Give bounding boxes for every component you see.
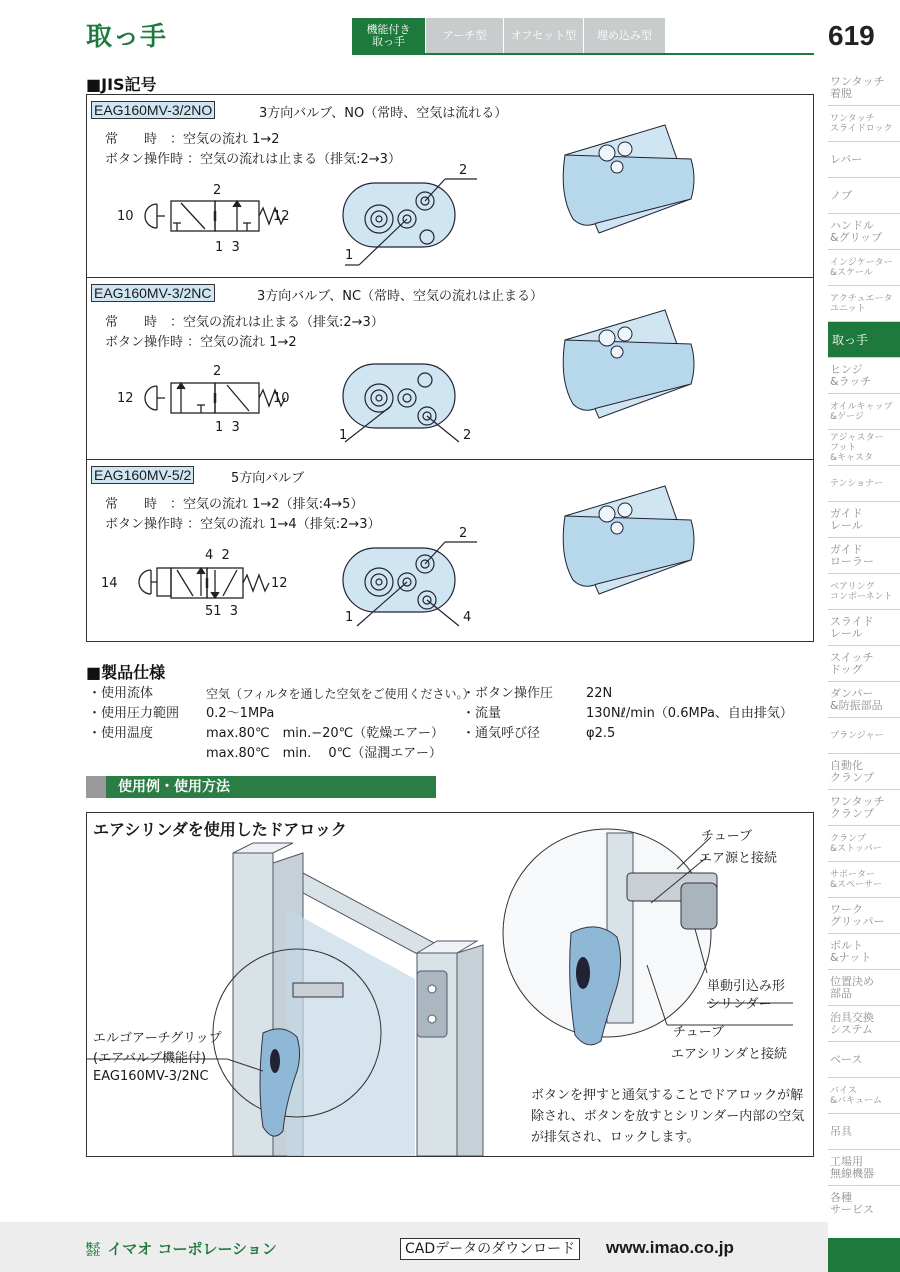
website-url[interactable]: www.imao.co.jp <box>606 1238 734 1257</box>
flow-normal: 常 時 ：空気の流れは止まる（排気:2→3） <box>105 315 384 330</box>
spec-label: ・ボタン操作圧 <box>462 686 554 701</box>
side-item-handle-grip[interactable]: ハンドル &グリップ <box>828 214 900 250</box>
callout-tube-2: チューブ <box>673 1025 724 1040</box>
port-callout-2: 2 <box>463 428 472 443</box>
handle-3d-view <box>563 125 694 233</box>
callout-cylinder-line2: シリンダー <box>707 997 772 1012</box>
spec-row <box>88 684 475 704</box>
flow-pressed: ボタン操作時 ：空気の流れ 1→4（排気:2→3） <box>105 517 381 532</box>
port-label-top: 2 <box>213 364 222 379</box>
port-label-bottom: 1 3 <box>215 420 240 435</box>
handle-3d-view <box>563 486 694 594</box>
model-description: 3方向バルブ、NC（常時、空気の流れは止まる） <box>257 289 544 304</box>
spec-label: ・使用温度 <box>88 726 154 741</box>
side-item-auto-clamp[interactable]: 自動化 クランプ <box>828 754 900 790</box>
flow-normal: 常 時 ：空気の流れ 1→2（排気:4→5） <box>105 497 364 512</box>
usage-note: ボタンを押すと通気することでドアロックが解除され、ボタンを放すとシリンダー内部の空気が排気され、ロックします。 <box>531 1088 805 1145</box>
side-item-vise[interactable]: バイス &バキューム <box>828 1078 900 1114</box>
valve-symbol-diagram <box>87 95 813 278</box>
pilot-number-left: 10 <box>117 209 134 224</box>
port-callout-1: 1 <box>345 610 354 625</box>
side-item-plunger[interactable]: プランジャー <box>828 718 900 754</box>
usage-heading <box>86 776 436 798</box>
spec-list-right <box>462 684 793 744</box>
spec-label: ・流量 <box>462 706 502 721</box>
side-item-slide-lock[interactable]: ワンタッチ スライドロック <box>828 106 900 142</box>
side-item-bolt-nut[interactable]: ボルト &ナット <box>828 934 900 970</box>
side-item-hinge[interactable]: ヒンジ &ラッチ <box>828 358 900 394</box>
model-description: 3方向バルブ、NO（常時、空気は流れる） <box>259 106 508 121</box>
spec-value: 130Nℓ/min（0.6MPa、自由排気） <box>586 706 793 721</box>
side-item-supporter[interactable]: サポーター &スペーサー <box>828 862 900 898</box>
side-item-oil-cap[interactable]: オイルキャップ &ゲージ <box>828 394 900 430</box>
tab-embedded[interactable]: 埋め込み型 <box>584 18 666 54</box>
jis-row-5-2 <box>87 460 813 642</box>
callout-tube-1: チューブ <box>701 829 752 844</box>
pilot-number-right: 10 <box>273 391 290 406</box>
side-item-damper[interactable]: ダンパー &防振部品 <box>828 682 900 718</box>
valve-symbol-diagram <box>87 278 813 460</box>
port-view <box>343 364 459 442</box>
company-logo <box>86 1238 277 1259</box>
model-code: EAG160MV-5/2 <box>91 466 194 484</box>
port-callout-2: 2 <box>459 163 468 178</box>
company-prefix: 株式会社 <box>86 1241 100 1257</box>
valve-symbol-diagram <box>87 460 813 642</box>
spec-row <box>462 684 793 704</box>
port-label-bottom: 1 3 <box>215 240 240 255</box>
side-item-guide-rail[interactable]: ガイド レール <box>828 502 900 538</box>
side-item-clamp-stopper[interactable]: クランプ &ストッパー <box>828 826 900 862</box>
page-number: 619 <box>828 20 875 51</box>
pilot-number-right: 12 <box>271 576 288 591</box>
jis-row-3-2no <box>87 95 813 278</box>
side-item-switch-dog[interactable]: スイッチ ドッグ <box>828 646 900 682</box>
port-label-top: 4 2 <box>205 548 230 563</box>
spec-value: φ2.5 <box>586 726 616 741</box>
side-item-adjuster[interactable]: アジャスター フット &キャスタ <box>828 430 900 466</box>
side-item-tensioner[interactable]: テンショナー <box>828 466 900 502</box>
spec-label: ・通気呼び径 <box>462 726 541 741</box>
valve-symbol <box>139 568 269 598</box>
port-callout-1: 1 <box>339 428 348 443</box>
page-title: 取っ手 <box>86 22 168 52</box>
spec-value: 空気（フィルタを通した空気をご使用ください。） <box>206 687 475 701</box>
side-item-handle[interactable]: 取っ手 <box>828 322 900 358</box>
glass-panel <box>287 909 415 1156</box>
flow-pressed: ボタン操作時 ：空気の流れは止まる（排気:2→3） <box>105 152 401 167</box>
callout-air-cylinder: エアシリンダと接続 <box>671 1047 787 1062</box>
jis-table <box>86 94 814 642</box>
heading-marker <box>86 776 106 798</box>
flow-normal: 常 時 ：空気の流れ 1→2 <box>105 132 280 147</box>
side-item-guide-roller[interactable]: ガイド ローラー <box>828 538 900 574</box>
valve-symbol <box>145 383 285 413</box>
spec-heading: ■製品仕様 <box>86 663 166 682</box>
port-callout-1: 1 <box>345 248 354 263</box>
category-tabs <box>352 18 666 54</box>
side-item-wireless[interactable]: 工場用 無線機器 <box>828 1150 900 1186</box>
side-item-knob[interactable]: ノブ <box>828 178 900 214</box>
side-item-hoist[interactable]: 吊具 <box>828 1114 900 1150</box>
callout-grip-name: エルゴアーチグリップ <box>93 1031 222 1046</box>
pilot-number-left: 12 <box>117 391 134 406</box>
port-view <box>343 542 477 626</box>
spec-value: 0.2〜1MPa <box>206 706 275 721</box>
jis-heading: ■JIS記号 <box>86 75 157 94</box>
side-nav-footer-block <box>828 1238 900 1272</box>
model-code: EAG160MV-3/2NC <box>91 284 215 302</box>
callout-grip-model: EAG160MV-3/2NC <box>93 1069 209 1084</box>
usage-example-box <box>86 812 814 1157</box>
usage-title: エアシリンダを使用したドアロック <box>93 820 347 839</box>
side-item-lever[interactable]: レバー <box>828 142 900 178</box>
spec-row <box>88 704 475 724</box>
tab-arch[interactable]: アーチ型 <box>426 18 504 54</box>
side-item-slide-rail[interactable]: スライド レール <box>828 610 900 646</box>
side-item-base[interactable]: ベース <box>828 1042 900 1078</box>
pilot-number-left: 14 <box>101 576 118 591</box>
spec-value: max.80℃ min.−20℃（乾燥エアー） <box>206 726 444 741</box>
side-item-indicator[interactable]: インジケーター &スケール <box>828 250 900 286</box>
side-item-onetouch-clamp[interactable]: ワンタッチ クランプ <box>828 790 900 826</box>
pilot-number-right: 12 <box>273 209 290 224</box>
valve-symbol <box>145 201 285 231</box>
side-nav <box>828 70 900 1222</box>
port-label-top: 2 <box>213 183 222 198</box>
side-item-jig-exchange[interactable]: 治具交換 システム <box>828 1006 900 1042</box>
tab-offset[interactable]: オフセット型 <box>504 18 584 54</box>
flow-pressed: ボタン操作時 ：空気の流れ 1→2 <box>105 335 297 350</box>
port-label-bottom: 51 3 <box>205 604 239 619</box>
side-item-work-gripper[interactable]: ワーク グリッパー <box>828 898 900 934</box>
model-description: 5方向バルブ <box>231 471 305 486</box>
hinge <box>417 971 447 1037</box>
spec-value: max.80℃ min. 0℃（湿潤エアー） <box>206 746 442 761</box>
spec-list-left <box>88 684 475 764</box>
tabs-underline <box>352 53 814 55</box>
spec-row <box>88 744 475 764</box>
port-callout-4: 4 <box>463 610 472 625</box>
port-callout-2: 2 <box>459 526 468 541</box>
usage-heading-text: 使用例・使用方法 <box>118 779 230 795</box>
spec-value: 22N <box>586 686 613 701</box>
jis-row-3-2nc <box>87 278 813 460</box>
spec-row <box>462 704 793 724</box>
model-code: EAG160MV-3/2NO <box>91 101 215 119</box>
side-item-actuator[interactable]: アクチュエータ ユニット <box>828 286 900 322</box>
spec-row <box>462 724 793 744</box>
callout-grip-feature: (エアバルブ機能付) <box>93 1051 207 1066</box>
side-item-onetouch[interactable]: ワンタッチ 着脱 <box>828 70 900 106</box>
spec-label: ・使用圧力範囲 <box>88 706 180 721</box>
callout-cylinder-line1: 単動引込み形 <box>707 979 786 994</box>
callout-air-source: エア源と接続 <box>699 851 778 866</box>
port-view <box>343 179 477 265</box>
spec-label: ・使用流体 <box>88 686 154 701</box>
side-item-bearing[interactable]: ベアリング コンポーネント <box>828 574 900 610</box>
company-name: イマオ コーポレーション <box>107 1240 277 1258</box>
side-item-services[interactable]: 各種 サービス <box>830 1191 874 1216</box>
spec-label <box>88 744 206 764</box>
footer <box>0 1222 828 1272</box>
spec-row <box>88 724 475 744</box>
tab-function-handle[interactable]: 機能付き 取っ手 <box>352 18 426 54</box>
handle-3d-view <box>563 310 694 418</box>
cad-download-link[interactable]: CADデータのダウンロード <box>400 1238 580 1260</box>
side-item-positioning[interactable]: 位置決め 部品 <box>828 970 900 1006</box>
